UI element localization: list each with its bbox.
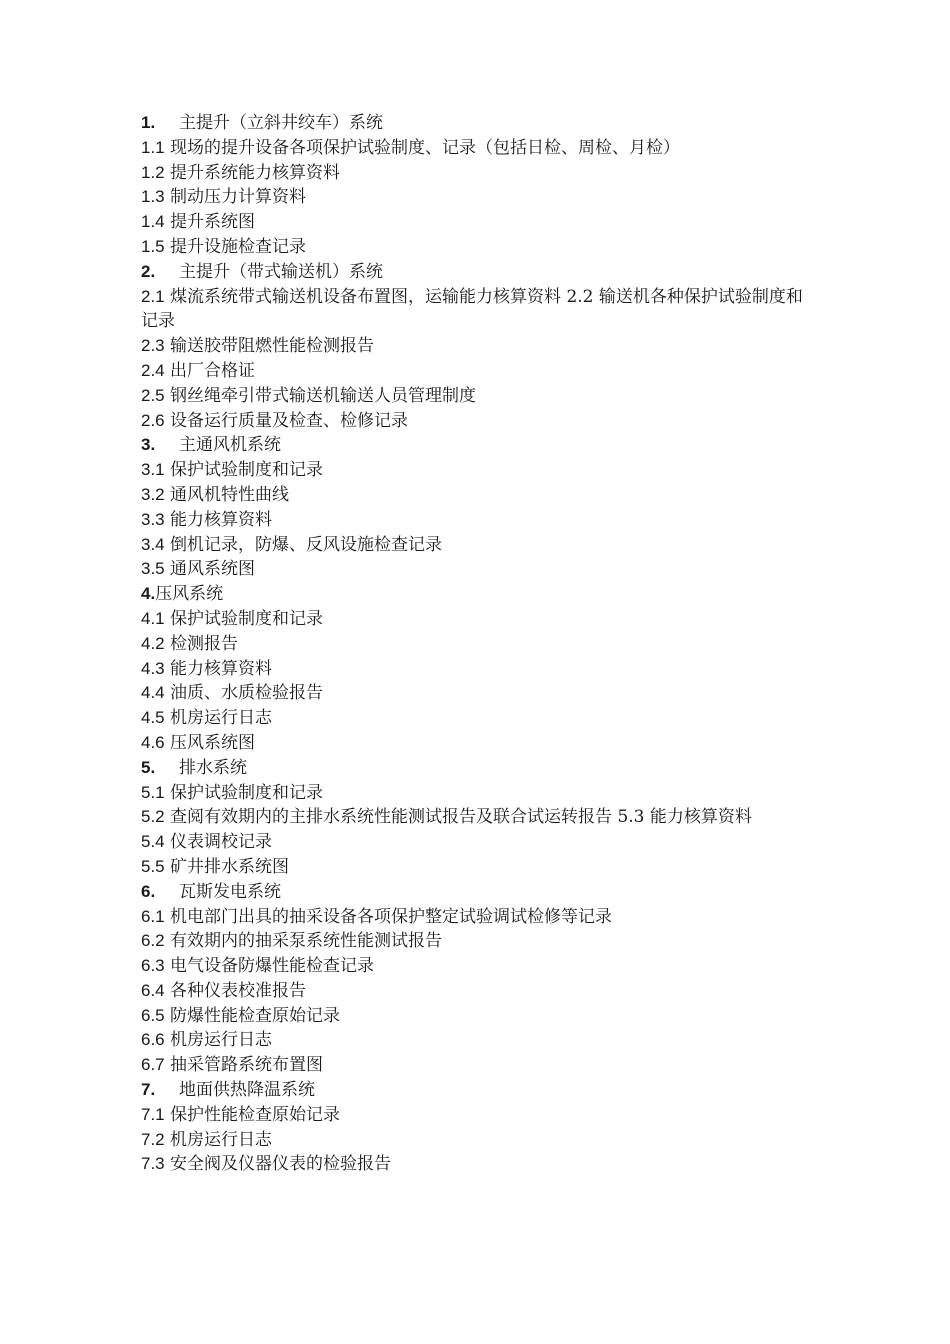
item-number: 3.4: [141, 534, 165, 554]
item-text: 能力核算资料: [164, 509, 273, 530]
item-number: 4.: [141, 584, 156, 604]
item-text: 输送胶带阻燃性能检测报告: [164, 336, 375, 357]
item-number: 4.5: [141, 708, 165, 728]
item-text: 查阅有效期内的主排水系统性能测试报告及联合试运转报告 5.3 能力核算资料: [164, 807, 752, 828]
item-text: 瓦斯发电系统: [179, 881, 281, 902]
item-number: 1.5: [141, 236, 165, 256]
item-text: 安全阀及仪器仪表的检验报告: [164, 1154, 392, 1175]
item-text: 通风系统图: [164, 559, 256, 580]
item-text: 提升系统图: [164, 212, 256, 233]
item-text: 保护试验制度和记录: [164, 608, 324, 629]
item-text: 保护试验制度和记录: [164, 460, 324, 481]
item-number: 4.1: [141, 608, 165, 628]
item-text: 制动压力计算资料: [164, 187, 307, 208]
list-item: [141, 929, 806, 954]
list-item: [141, 706, 806, 731]
section-heading: [141, 1078, 806, 1103]
item-number: 4.2: [141, 633, 165, 653]
item-number: 3.1: [141, 460, 165, 480]
item-number: 7.3: [141, 1154, 165, 1174]
item-text: 通风机特性曲线: [164, 484, 290, 505]
list-item: [141, 359, 806, 384]
item-text: 矿井排水系统图: [164, 856, 290, 877]
item-number: 2.3: [141, 336, 165, 356]
section-heading: [141, 260, 806, 285]
list-item: [141, 409, 806, 434]
document-body: [141, 111, 806, 1177]
list-item: [141, 657, 806, 682]
item-number: 5.1: [141, 782, 165, 802]
list-item: [141, 954, 806, 979]
item-number: 1.3: [141, 187, 165, 207]
item-text: 机电部门出具的抽采设备各项保护整定试验调试检修等记录: [164, 906, 613, 927]
item-number: 6.5: [141, 1005, 165, 1025]
section-heading: [141, 880, 806, 905]
list-item: [141, 1152, 806, 1177]
list-item: [141, 1053, 806, 1078]
item-text: 倒机记录，防爆、反风设施检查记录: [164, 534, 443, 555]
item-number: 2.: [141, 261, 156, 281]
item-text: 现场的提升设备各项保护试验制度、记录（包括日检、周检、月检）: [164, 137, 681, 158]
item-text: 压风系统图: [164, 732, 256, 753]
item-text: 钢丝绳牵引带式输送机输送人员管理制度: [164, 385, 477, 406]
list-item: [141, 979, 806, 1004]
item-number: 3.2: [141, 484, 165, 504]
item-text: 保护试验制度和记录: [164, 782, 324, 803]
list-item: [141, 185, 806, 210]
item-text: 抽采管路系统布置图: [164, 1055, 324, 1076]
list-item: [141, 136, 806, 161]
list-item: [141, 334, 806, 359]
list-item: [141, 1103, 806, 1128]
item-number: 1.4: [141, 212, 165, 232]
list-item: [141, 805, 806, 830]
item-text: 有效期内的抽采泵系统性能测试报告: [164, 931, 443, 952]
item-number: 6.1: [141, 906, 165, 926]
item-number: 1.2: [141, 162, 165, 182]
item-number: 5.4: [141, 832, 165, 852]
item-text: 仪表调校记录: [164, 832, 273, 853]
item-text: 机房运行日志: [164, 1030, 273, 1051]
list-item: [141, 458, 806, 483]
item-number: 1.1: [141, 137, 165, 157]
list-item: [141, 905, 806, 930]
item-number: 6.: [141, 881, 156, 901]
list-item: [141, 285, 806, 335]
item-number: 6.3: [141, 956, 165, 976]
item-number: 5.2: [141, 807, 165, 827]
list-item: [141, 681, 806, 706]
item-text: 提升设施检查记录: [164, 236, 307, 257]
list-item: [141, 161, 806, 186]
item-text: 提升系统能力核算资料: [164, 162, 341, 183]
list-item: [141, 607, 806, 632]
section-heading: [141, 433, 806, 458]
item-number: 5.: [141, 757, 156, 777]
item-text: 电气设备防爆性能检查记录: [164, 956, 375, 977]
item-text: 压风系统: [155, 584, 224, 605]
item-text: 防爆性能检查原始记录: [164, 1005, 341, 1026]
list-item: [141, 632, 806, 657]
item-number: 2.4: [141, 360, 165, 380]
list-item: [141, 830, 806, 855]
list-item: [141, 384, 806, 409]
item-text: 各种仪表校准报告: [164, 980, 307, 1001]
list-item: [141, 1004, 806, 1029]
item-number: 6.6: [141, 1030, 165, 1050]
item-text: 排水系统: [179, 757, 247, 778]
item-number: 1.: [141, 113, 156, 132]
section-heading: [141, 111, 806, 136]
item-number: 4.4: [141, 683, 165, 703]
list-item: [141, 781, 806, 806]
list-item: [141, 1128, 806, 1153]
list-item: [141, 855, 806, 880]
item-text: 主通风机系统: [179, 435, 281, 456]
item-text: 保护性能检查原始记录: [164, 1104, 341, 1125]
item-number: 2.5: [141, 385, 165, 405]
item-text: 主提升（立斜井绞车）系统: [179, 113, 383, 133]
item-text: 出厂合格证: [164, 360, 256, 381]
item-text: 能力核算资料: [164, 658, 273, 679]
item-number: 2.6: [141, 410, 165, 430]
item-number: 6.7: [141, 1055, 165, 1075]
item-number: 6.2: [141, 931, 165, 951]
item-text: 主提升（带式输送机）系统: [179, 261, 383, 282]
list-item: [141, 731, 806, 756]
section-heading: [141, 582, 806, 607]
item-text: 煤流系统带式输送机设备布置图，运输能力核算资料 2.2 输送机各种保护试验制度和记录: [141, 286, 803, 332]
item-text: 机房运行日志: [164, 1129, 273, 1150]
item-number: 5.5: [141, 856, 165, 876]
list-item: [141, 235, 806, 260]
list-item: [141, 508, 806, 533]
item-number: 4.3: [141, 658, 165, 678]
list-item: [141, 533, 806, 558]
item-number: 6.4: [141, 980, 165, 1000]
section-heading: [141, 756, 806, 781]
item-number: 7.: [141, 1080, 156, 1100]
item-number: 7.1: [141, 1104, 165, 1124]
item-text: 油质、水质检验报告: [164, 683, 324, 704]
item-text: 检测报告: [164, 633, 239, 654]
list-item: [141, 1028, 806, 1053]
list-item: [141, 483, 806, 508]
item-text: 机房运行日志: [164, 708, 273, 729]
item-text: 地面供热降温系统: [179, 1080, 315, 1101]
list-item: [141, 557, 806, 582]
item-number: 3.5: [141, 559, 165, 579]
item-number: 2.1: [141, 286, 165, 306]
item-text: 设备运行质量及检查、检修记录: [164, 410, 409, 431]
item-number: 4.6: [141, 732, 165, 752]
list-item: [141, 210, 806, 235]
item-number: 7.2: [141, 1129, 165, 1149]
item-number: 3.: [141, 435, 156, 455]
item-number: 3.3: [141, 509, 165, 529]
